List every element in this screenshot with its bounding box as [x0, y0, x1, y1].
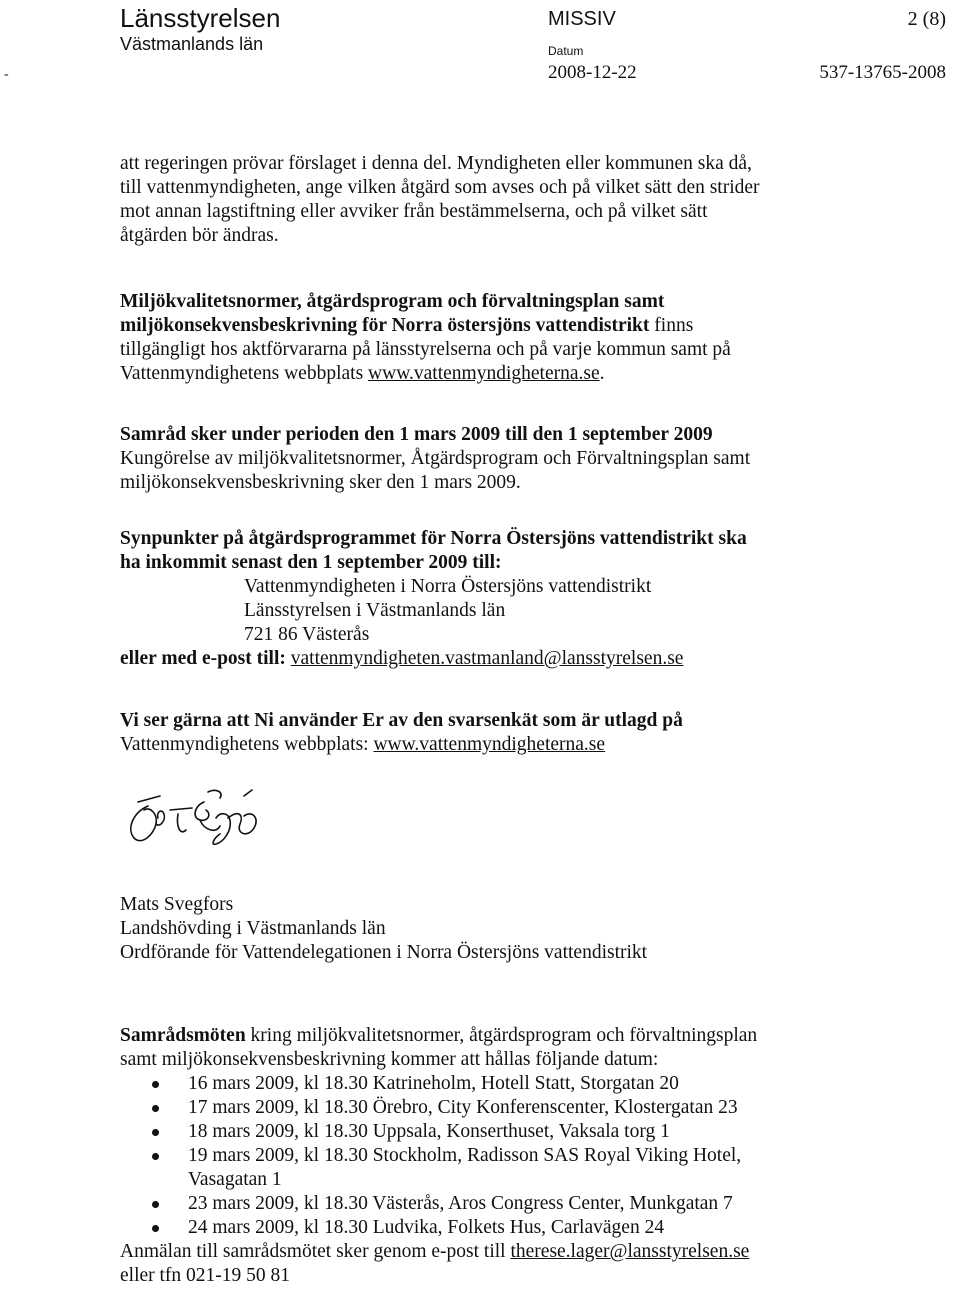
text-line — [120, 647, 747, 671]
address-line: Länsstyrelsen i Västmanlands län — [244, 600, 506, 621]
text-fragment: Vattenmyndighetens webbplats: — [120, 734, 374, 755]
text-line — [120, 733, 683, 757]
paragraph-availability — [120, 290, 731, 386]
paragraph-survey — [120, 709, 683, 757]
list-item — [120, 1072, 757, 1096]
heading-line: Samråd sker under perioden den 1 mars 2009 till den 1 september 2009 — [120, 424, 713, 445]
signature-block — [120, 893, 647, 965]
meetings-section — [120, 1024, 757, 1288]
page-number: 2 (8) — [907, 8, 946, 30]
heading-line: miljökonsekvensbeskrivning för Norra östersjöns vattendistrikt — [120, 315, 650, 336]
meeting-text: 17 mars 2009, kl 18.30 Örebro, City Konferenscenter, Klostergatan 23 — [188, 1097, 738, 1118]
signer-name: Mats Svegfors — [120, 894, 234, 915]
meetings-list — [120, 1072, 757, 1240]
text-line: Kungörelse av miljökvalitetsnormer, Åtgärdsprogram och Förvaltningsplan samt — [120, 448, 751, 469]
text-line: samt miljökonsekvensbeskrivning kommer att hållas följande datum: — [120, 1049, 659, 1070]
heading-line: Synpunkter på åtgärdsprogrammet för Norra Östersjöns vattendistrikt ska — [120, 528, 747, 549]
meeting-text: 16 mars 2009, kl 18.30 Katrineholm, Hotell Statt, Storgatan 20 — [188, 1073, 679, 1094]
text-fragment: kring miljökvalitetsnormer, åtgärdsprogram och förvaltningsplan — [245, 1025, 758, 1046]
organization-name: Länsstyrelsen — [120, 3, 281, 33]
text-line: åtgärden bör ändras. — [120, 225, 279, 246]
list-item — [120, 1192, 757, 1216]
meeting-text: 18 mars 2009, kl 18.30 Uppsala, Konserthuset, Vaksala torg 1 — [188, 1121, 670, 1142]
text-fragment: Anmälan till samrådsmötet sker genom e-post till — [120, 1241, 511, 1262]
bullet-icon — [152, 1081, 159, 1088]
address-line: Vattenmyndigheten i Norra Östersjöns vattendistrikt — [244, 576, 652, 597]
text-line: att regeringen prövar förslaget i denna del. Myndigheten eller kommunen ska då, — [120, 153, 752, 174]
bullet-icon — [152, 1225, 159, 1232]
paragraph-consultation-period — [120, 423, 750, 495]
bullet-icon — [152, 1201, 159, 1208]
text-line — [120, 1240, 757, 1264]
signer-title: Ordförande för Vattendelegationen i Norra Östersjöns vattendistrikt — [120, 942, 648, 963]
document-date: 2008-12-22 — [548, 62, 637, 83]
bullet-icon — [152, 1153, 159, 1160]
text-line — [120, 314, 731, 338]
list-item — [120, 1216, 757, 1240]
signature-image — [120, 784, 320, 864]
meeting-text: 24 mars 2009, kl 18.30 Ludvika, Folkets Hus, Carlavägen 24 — [188, 1217, 665, 1238]
address-line: 721 86 Västerås — [244, 624, 370, 645]
phone-line: eller tfn 021-19 50 81 — [120, 1265, 291, 1286]
list-item — [120, 1120, 757, 1144]
meeting-text: 23 mars 2009, kl 18.30 Västerås, Aros Congress Center, Munkgatan 7 — [188, 1193, 733, 1214]
text-line — [120, 1024, 757, 1048]
document-type: MISSIV — [548, 8, 616, 30]
email-link[interactable]: therese.lager@lansstyrelsen.se — [510, 1241, 750, 1262]
website-link[interactable]: www.vattenmyndigheterna.se — [373, 734, 606, 755]
margin-mark: - — [4, 67, 9, 82]
bullet-icon — [152, 1105, 159, 1112]
date-label: Datum — [548, 44, 584, 58]
text-line: mot annan lagstiftning eller avviker från bestämmelserna, och på vilket sätt — [120, 201, 708, 222]
region-name: Västmanlands län — [120, 34, 264, 54]
text-fragment: Vattenmyndighetens webbplats — [120, 363, 369, 384]
paragraph-regeringen — [120, 152, 760, 248]
paragraph-submissions — [120, 527, 747, 671]
text-line: till vattenmyndigheten, ange vilken åtgärd som avses och på vilket sätt den strider — [120, 177, 760, 198]
text-line: tillgängligt hos aktförvararna på länsstyrelserna och på varje kommun samt på — [120, 339, 731, 360]
meeting-text-continued: Vasagatan 1 — [188, 1169, 282, 1190]
text-line — [120, 362, 731, 386]
email-link[interactable]: vattenmyndigheten.vastmanland@lansstyrelsen.se — [290, 648, 684, 669]
heading-line: Miljökvalitetsnormer, åtgärdsprogram och förvaltningsplan samt — [120, 291, 665, 312]
document-number: 537-13765-2008 — [819, 62, 946, 83]
text-line: miljökonsekvensbeskrivning sker den 1 mars 2009. — [120, 472, 521, 493]
list-item — [120, 1144, 757, 1192]
bullet-icon — [152, 1129, 159, 1136]
heading-line: ha inkommit senast den 1 september 2009 till: — [120, 552, 502, 573]
website-link[interactable]: www.vattenmyndigheterna.se — [368, 363, 600, 384]
list-item — [120, 1096, 757, 1120]
email-label: eller med e-post till: — [120, 648, 291, 669]
text-fragment: finns — [649, 315, 694, 336]
meetings-heading: Samrådsmöten — [120, 1025, 246, 1046]
signer-title: Landshövding i Västmanlands län — [120, 918, 386, 939]
heading-line: Vi ser gärna att Ni använder Er av den svarsenkät som är utlagd på — [120, 710, 683, 731]
text-fragment: . — [599, 363, 605, 384]
meeting-text: 19 mars 2009, kl 18.30 Stockholm, Radisson SAS Royal Viking Hotel, — [188, 1145, 742, 1166]
